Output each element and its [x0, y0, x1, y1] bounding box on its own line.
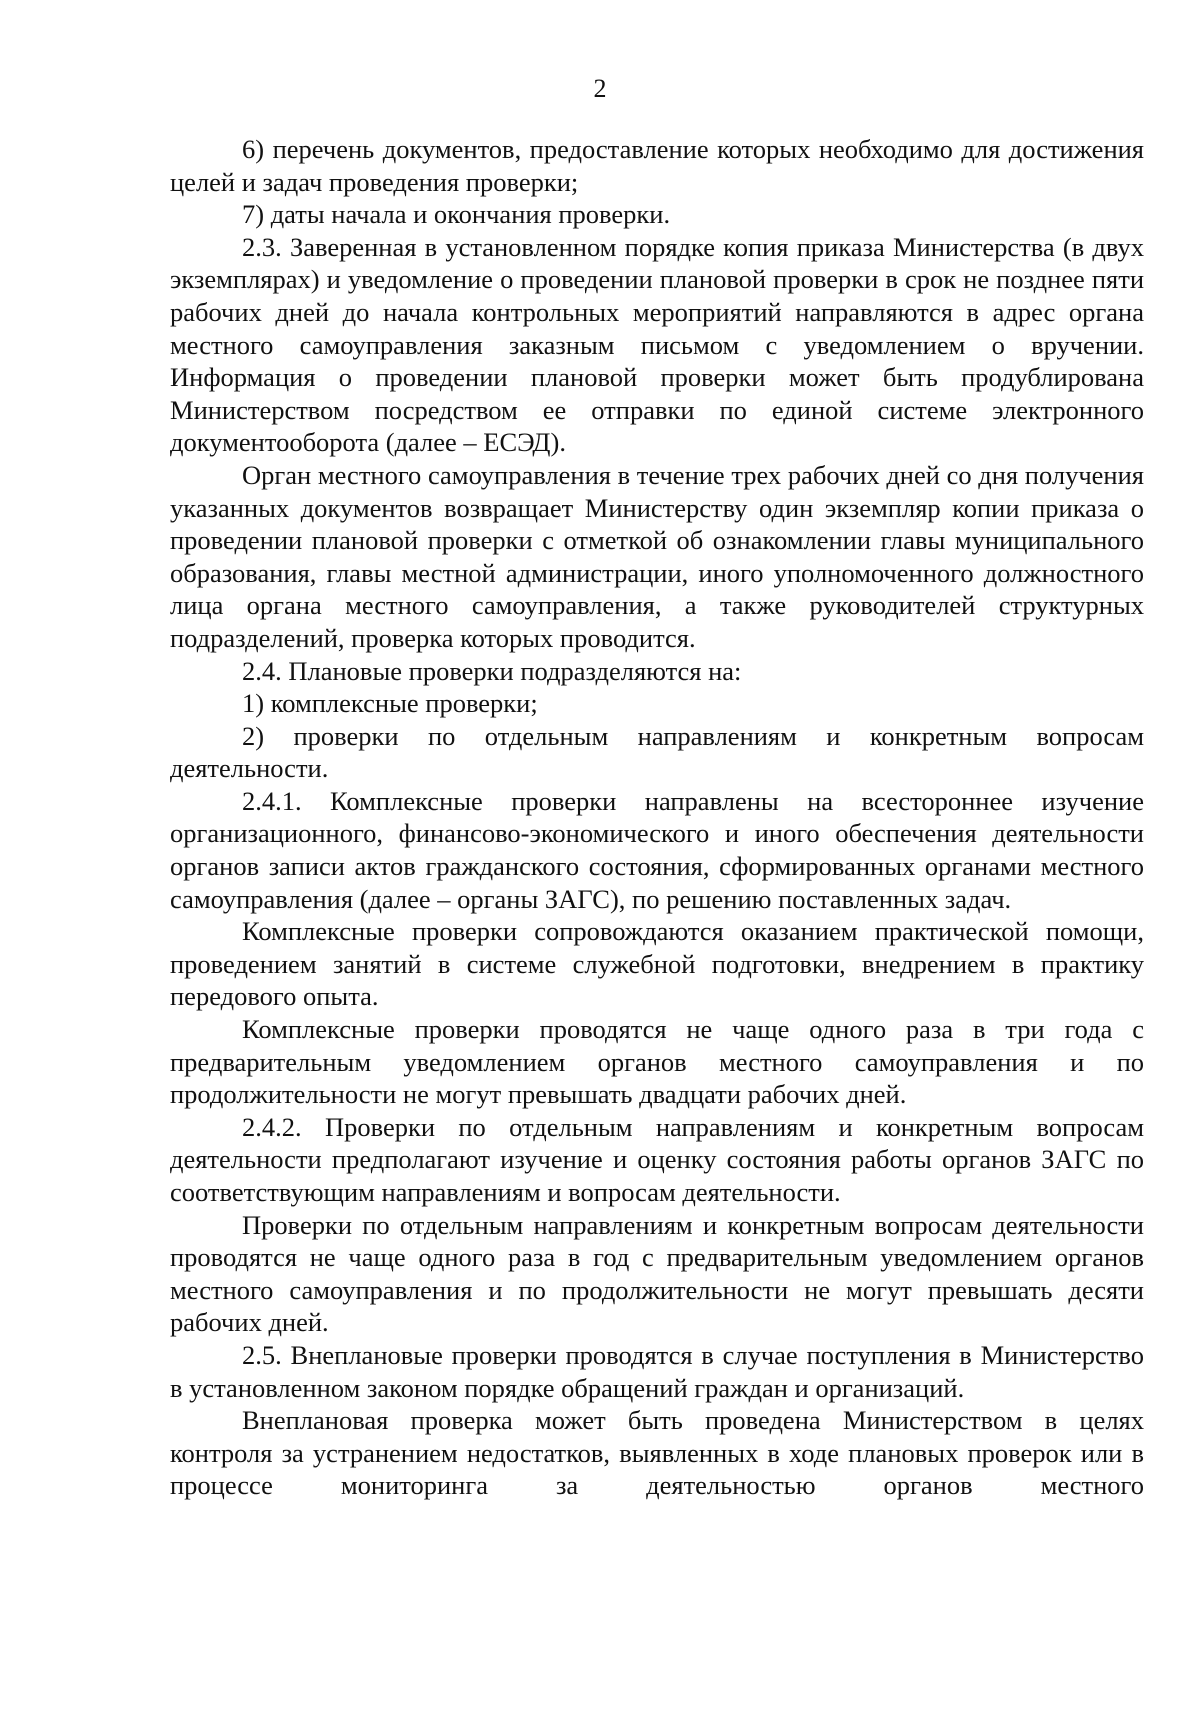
paragraph-return-order: Орган местного самоуправления в течение трех рабочих дней со дня получения указанных документов возвращает Министерству один экземпляр копии приказа о проведении плановой проверки с отметкой об ознакомлении главы муниципального образования, главы местной администрации, иного уполномоченного должностного лица органа местного самоуправления, а также руководителей структурных подразделений, проверка которых проводится. — [170, 459, 1144, 653]
paragraph-item-7: 7) даты начала и окончания проверки. — [242, 199, 671, 230]
paragraph-unscheduled-control: Внеплановая проверка может быть проведена Министерством в целях контроля за устранением недостатков, выявленных в ходе плановых проверок или в процессе мониторинга за деятельностью органов местного — [170, 1405, 1144, 1501]
paragraph-complex-assistance: Комплексные проверки сопровождаются оказанием практической помощи, проведением занятий в системе служебной подготовки, внедрением в практику передового опыта. — [170, 916, 1144, 1012]
paragraph-2-5: 2.5. Внеплановые проверки проводятся в случае поступления в Министерство в установленном законом порядке обращений граждан и организаций. — [170, 1339, 1144, 1403]
page-number: 2 — [593, 74, 607, 103]
paragraph-2-4-2: 2.4.2. Проверки по отдельным направлениям и конкретным вопросам деятельности предполагают изучение и оценку состояния работы органов ЗАГС по соответствующим направлениям и вопросам деятельности. — [170, 1111, 1144, 1207]
paragraph-targeted-frequency: Проверки по отдельным направлениям и конкретным вопросам деятельности проводятся не чаще одного раза в год с предварительным уведомлением органов местного самоуправления и по продолжительности не могут превышать десяти рабочих дней. — [170, 1209, 1144, 1338]
paragraph-2-3: 2.3. Заверенная в установленном порядке копия приказа Министерства (в двух экземплярах) и уведомление о проведении плановой проверки в срок не позднее пяти рабочих дней до начала контрольных мероприятий направляются в адрес органа местного самоуправления заказным письмом с уведомлением о вручении. Информация о проведении плановой проверки может быть продублирована Министерством посредством ее отправки по единой системе электронного документооборота (далее – ЕСЭД). — [170, 231, 1144, 458]
paragraph-item-6: 6) перечень документов, предоставление которых необходимо для достижения целей и задач проведения проверки; — [170, 134, 1144, 197]
paragraph-item-2: 2) проверки по отдельным направлениям и конкретным вопросам деятельности. — [170, 720, 1144, 784]
paragraph-item-1: 1) комплексные проверки; — [242, 688, 538, 719]
paragraph-2-4: 2.4. Плановые проверки подразделяются на: — [242, 655, 742, 686]
paragraph-complex-frequency: Комплексные проверки проводятся не чаще одного раза в три года с предварительным уведомлением органов местного самоуправления и по продолжительности не могут превышать двадцати рабочих дней. — [170, 1014, 1144, 1110]
paragraph-2-4-1: 2.4.1. Комплексные проверки направлены на всестороннее изучение организационного, финансово-экономического и иного обеспечения деятельности органов записи актов гражданского состояния, сформированных органами местного самоуправления (далее – органы ЗАГС), по решению поставленных задач. — [170, 785, 1144, 914]
document-body — [170, 133, 1144, 1502]
